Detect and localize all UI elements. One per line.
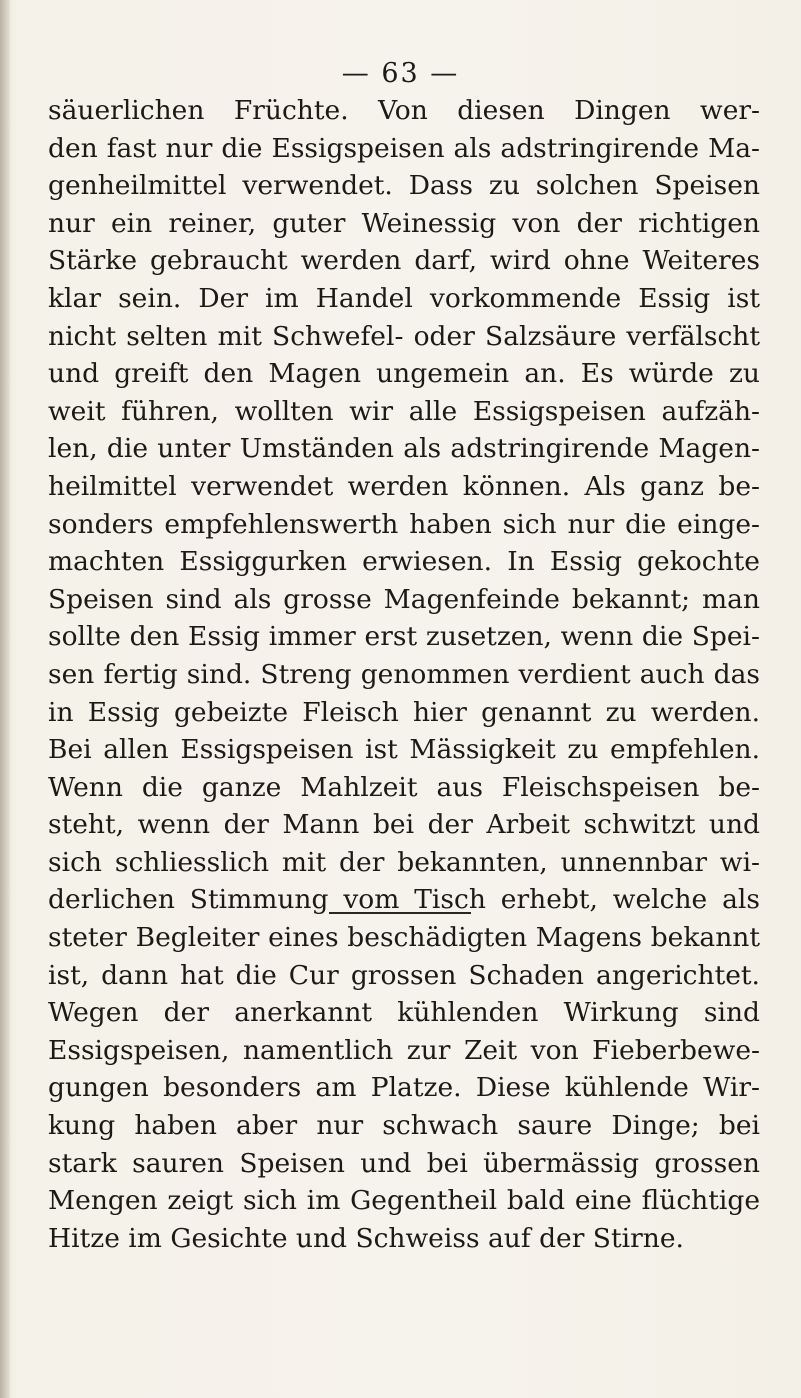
text-line: stark sauren Speisen und bei übermässig grossen xyxy=(48,1147,760,1179)
text-line: heilmittel verwendet werden können. Als ganz be- xyxy=(48,470,760,502)
text-line: Bei allen Essigspeisen ist Mässigkeit zu empfehlen. xyxy=(48,734,760,766)
text-line: sollte den Essig immer erst zusetzen, wenn die Spei- xyxy=(48,621,760,653)
text-line: in Essig gebeizte Fleisch hier genannt zu werden. xyxy=(48,696,760,728)
text-line: gungen besonders am Platze. Diese kühlende Wir- xyxy=(48,1072,760,1104)
text-line: kung haben aber nur schwach saure Dinge; bei xyxy=(48,1110,760,1142)
text-line: Wenn die ganze Mahlzeit aus Fleischspeisen be- xyxy=(48,771,760,803)
text-line: klar sein. Der im Handel vorkommende Essig ist xyxy=(48,282,760,314)
text-line: len, die unter Umständen als adstringirende Magen- xyxy=(48,433,760,465)
page-number: — 63 — xyxy=(341,58,460,89)
text-line: säuerlichen Früchte. Von diesen Dingen wer- xyxy=(48,95,760,126)
text-line: steht, wenn der Mann bei der Arbeit schwitzt und xyxy=(48,809,760,841)
text-line: ist, dann hat die Cur grossen Schaden angerichtet. xyxy=(48,959,760,991)
text-line: sich schliesslich mit der bekannten, unnennbar wi- xyxy=(48,846,760,878)
text-line: steter Begleiter eines beschädigten Magens bekannt xyxy=(48,922,760,954)
text-line: Speisen sind als grosse Magenfeinde bekannt; man xyxy=(48,583,760,615)
text-line: Mengen zeigt sich im Gegentheil bald eine flüchtige xyxy=(48,1185,760,1217)
text-line: derlichen Stimmung vom Tisch erhebt, welche als xyxy=(48,884,760,916)
text-line: genheilmittel verwendet. Dass zu solchen Speisen xyxy=(48,170,760,202)
text-line: den fast nur die Essigspeisen als adstringirende Ma- xyxy=(48,132,760,164)
text-line: weit führen, wollten wir alle Essigspeisen aufzäh- xyxy=(48,395,760,427)
text-line: Hitze im Gesichte und Schweiss auf der Stirne. xyxy=(48,1222,684,1254)
text-line: sonders empfehlenswerth haben sich nur die einge- xyxy=(48,508,760,540)
text-line: und greift den Magen ungemein an. Es würde zu xyxy=(48,358,760,390)
text-line: Wegen der anerkannt kühlenden Wirkung sind xyxy=(48,997,760,1029)
text-line: nicht selten mit Schwefel- oder Salzsäure verfälscht xyxy=(48,320,760,352)
text-line: machten Essiggurken erwiesen. In Essig gekochte xyxy=(48,546,760,578)
text-line: Stärke gebraucht werden darf, wird ohne Weiteres xyxy=(48,245,760,277)
text-line: sen fertig sind. Streng genommen verdient auch das xyxy=(48,658,760,690)
text-line: Essigspeisen, namentlich zur Zeit von Fieberbewe- xyxy=(48,1034,760,1066)
body-text xyxy=(48,92,760,1257)
page-gutter xyxy=(0,0,10,1398)
text-line: nur ein reiner, guter Weinessig von der richtigen xyxy=(48,207,760,239)
section-divider xyxy=(329,912,471,914)
